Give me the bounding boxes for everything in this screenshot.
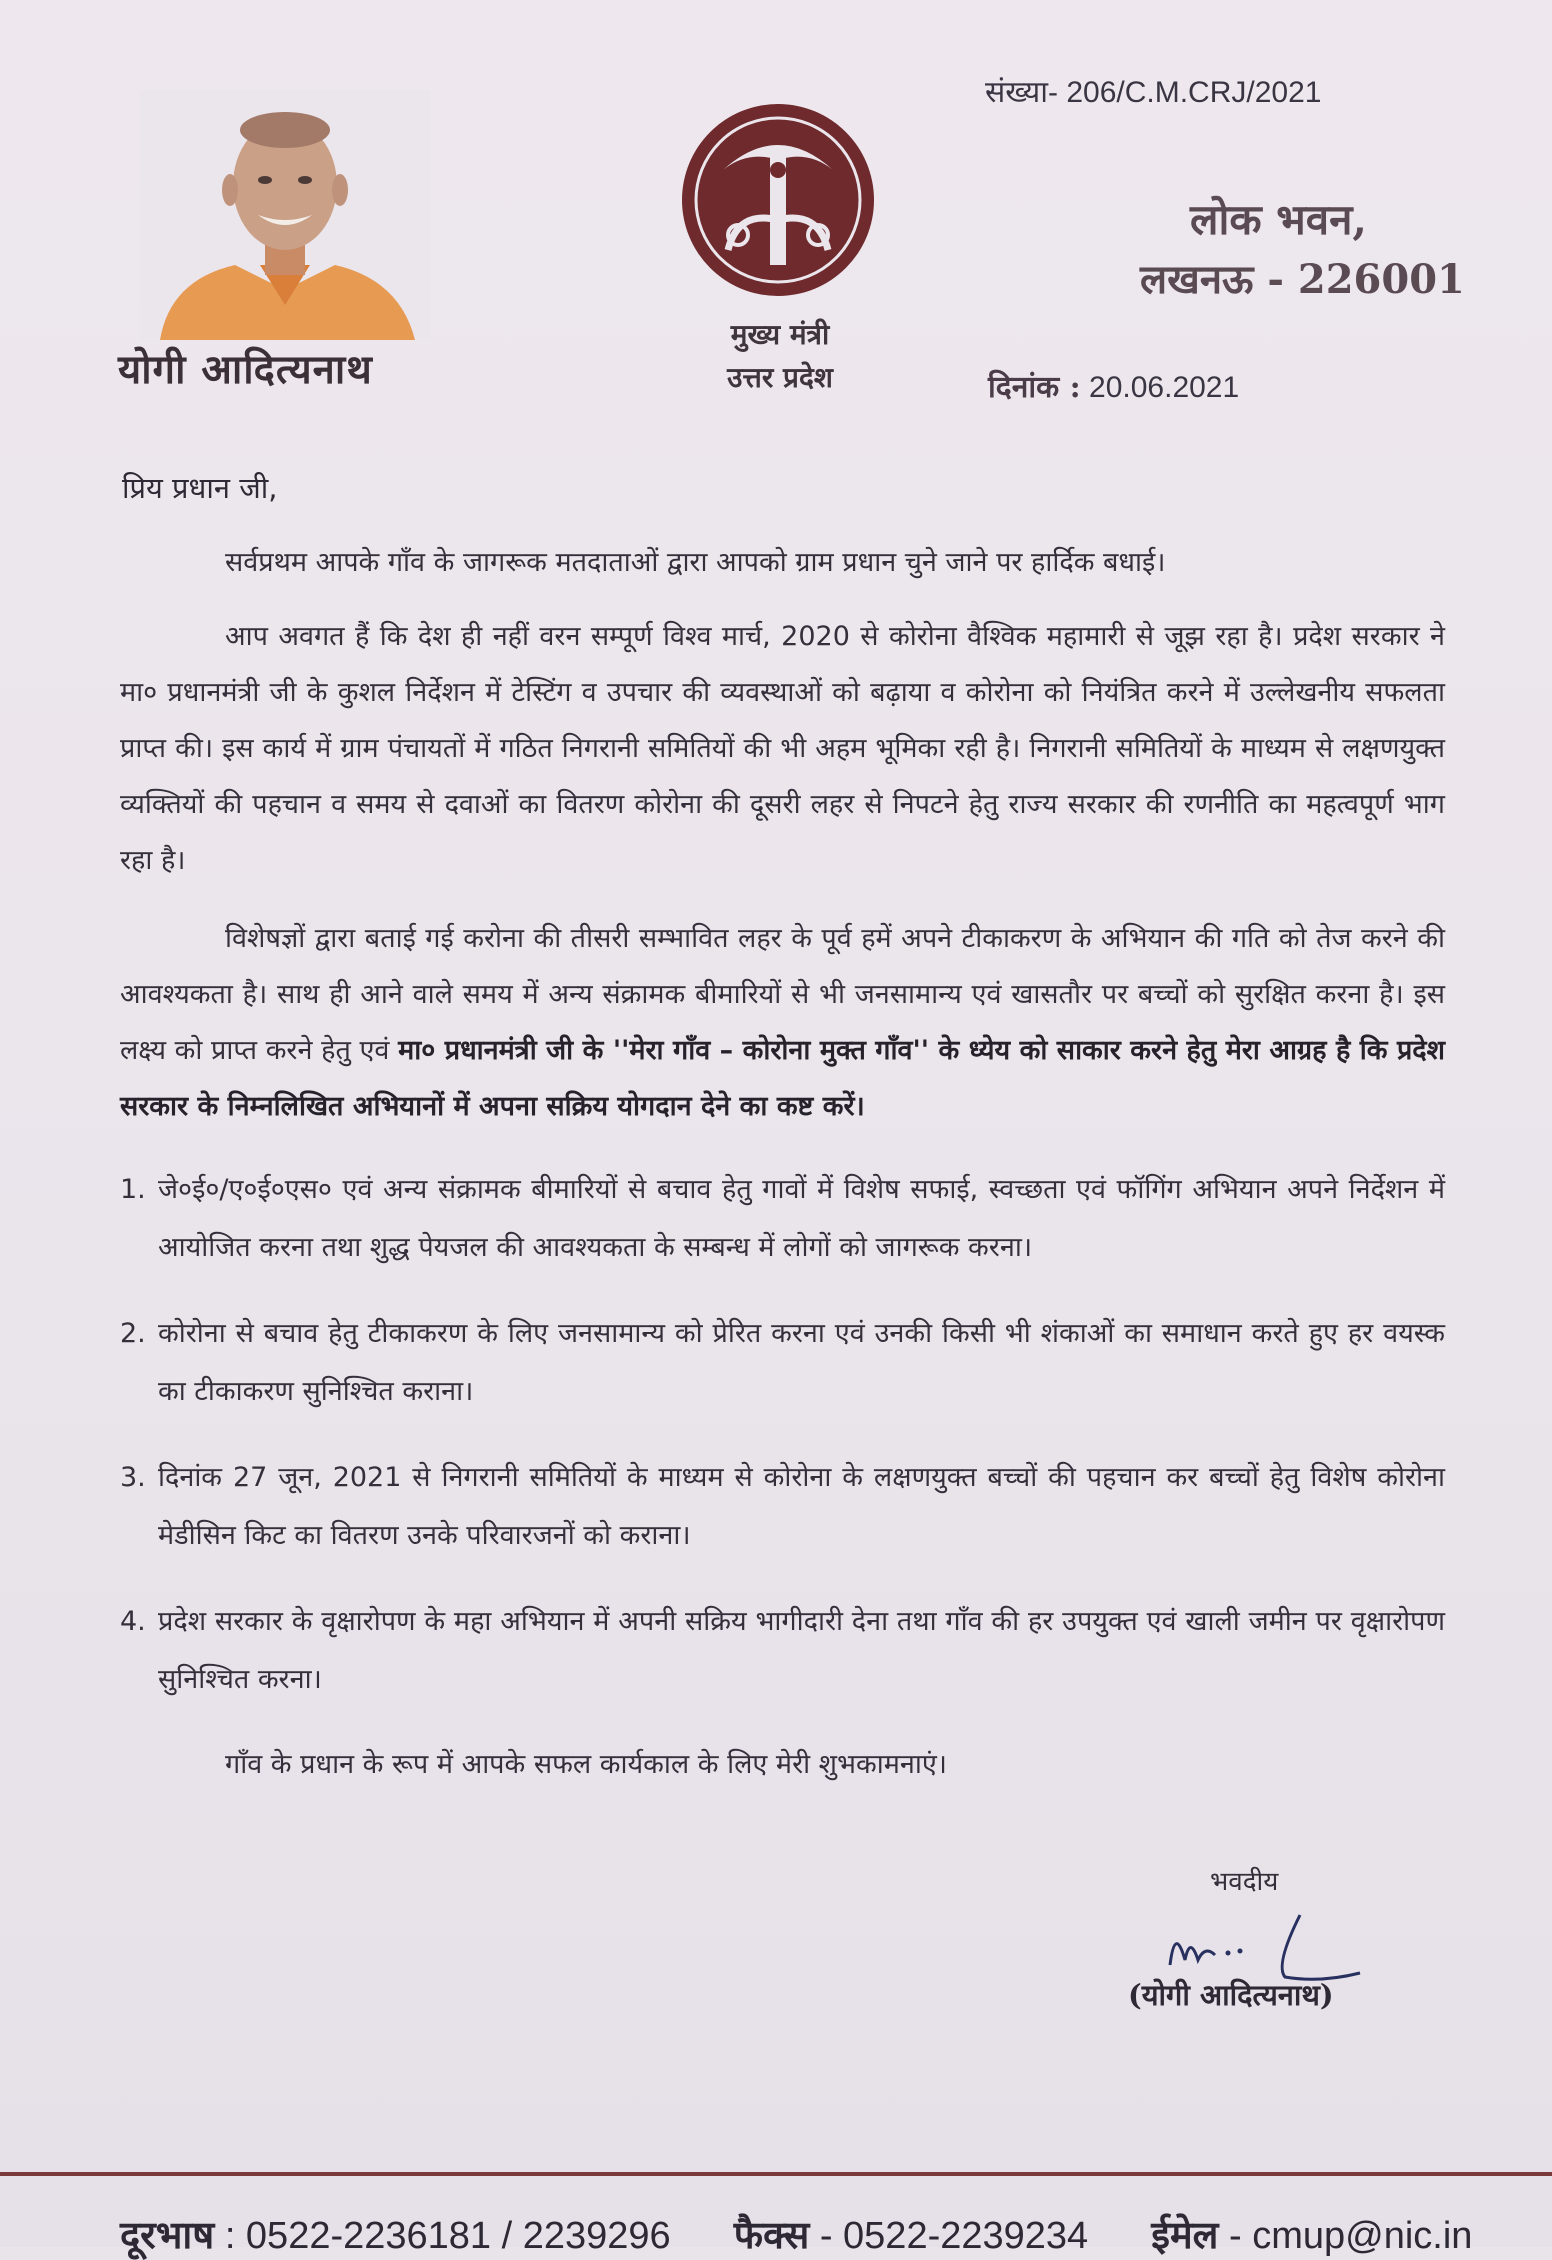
footer-contacts: [120, 2208, 1540, 2260]
list-text: जे०ई०/ए०ई०एस० एवं अन्य संक्रामक बीमारियों से बचाव हेतु गावों में विशेष सफाई, स्वच्छता एवं फॉगिंग अभियान अपने निर्देशन में आयोजित करना तथा शुद्ध पेयजल की आवश्यकता के सम्बन्ध में लोगों को जागरूक करना।: [158, 1174, 1445, 1263]
address-line2: लखनऊ - 226001: [1140, 256, 1465, 303]
date-value: 20.06.2021: [1089, 371, 1240, 404]
list-item: [120, 1449, 1445, 1565]
list-item: [120, 1305, 1445, 1421]
paragraph-context: आप अवगत हैं कि देश ही नहीं वरन सम्पूर्ण विश्व मार्च, 2020 से कोरोना वैश्विक महामारी से जूझ रहा है। प्रदेश सरकार ने मा० प्रधानमंत्री जी के कुशल निर्देशन में टेस्टिंग व उपचार की व्यवस्थाओं को बढ़ाया व कोरोना को नियंत्रित करने में उल्लेखनीय सफलता प्राप्त की। इस कार्य में ग्राम पंचायतों में गठित निगरानी समितियों की भी अहम भूमिका रही है। निगरानी समितियों के माध्यम से लक्षणयुक्त व्यक्तियों की पहचान व समय से दवाओं का वितरण कोरोना की दूसरी लहर से निपटने हेतु राज्य सरकार की रणनीति का महत्वपूर्ण भाग रहा है।: [120, 621, 1445, 876]
salutation: प्रिय प्रधान जी,: [122, 471, 278, 505]
phone-label: दूरभाष: [120, 2212, 215, 2257]
phone-value: : 0522-2236181 / 2239296: [224, 2215, 671, 2257]
up-emblem-logo: [678, 100, 878, 300]
letter-body: [120, 535, 1445, 1815]
regards: भवदीय: [1210, 1867, 1279, 1897]
footer-divider: [0, 2172, 1552, 2176]
email-value: - cmup@nic.in: [1229, 2215, 1473, 2257]
list-number: 3.: [120, 1462, 146, 1493]
list-number: 2.: [120, 1318, 146, 1349]
office-title-line2: उत्तर प्रदेश: [727, 361, 833, 394]
address-line1: लोक भवन,: [1190, 195, 1368, 244]
emblem-icon: [678, 100, 878, 300]
portrait-photo: [140, 90, 430, 340]
request-bold-text: मा० प्रधानमंत्री जी के ''मेरा गाँव – कोरोना मुक्त गाँव'' के ध्येय को साकार करने हेतु मेरा आग्रह है कि प्रदेश सरकार के निम्नलिखित अभियानों में अपना सक्रिय योगदान देने का कष्ट करें।: [120, 1035, 1446, 1122]
list-item: [120, 1593, 1445, 1709]
email-label: ईमेल: [1151, 2212, 1219, 2257]
portrait-image: [140, 90, 430, 340]
date-label: दिनांक :: [988, 370, 1081, 405]
list-text: दिनांक 27 जून, 2021 से निगरानी समितियों के माध्यम से कोरोना के लक्षणयुक्त बच्चों की पहचान कर बच्चों हेतु विशेष कोरोना मेडीसिन किट का वितरण उनके परिवारजनों को कराना।: [158, 1462, 1445, 1551]
letterhead-name: योगी आदित्यनाथ: [118, 346, 373, 393]
closing-wishes: गाँव के प्रधान के रूप में आपके सफल कार्यकाल के लिए मेरी शुभकामनाएं।: [225, 1749, 948, 1780]
paragraph-request: [120, 911, 1445, 1135]
letter-date: [988, 365, 1239, 406]
fax-value: - 0522-2239234: [819, 2215, 1089, 2257]
list-item: [120, 1161, 1445, 1277]
reference-number: संख्या- 206/C.M.CRJ/2021: [985, 76, 1322, 109]
signatory-name: (योगी आदित्यनाथ): [1128, 1978, 1334, 2012]
list-text: प्रदेश सरकार के वृक्षारोपण के महा अभियान में अपनी सक्रिय भागीदारी देना तथा गाँव की हर उपयुक्त एवं खाली जमीन पर वृक्षारोपण सुनिश्चित करना।: [158, 1606, 1445, 1695]
office-title-line1: मुख्य मंत्री: [730, 318, 830, 351]
fax-label: फैक्स: [733, 2212, 810, 2257]
request-text: विशेषज्ञों द्वारा बताई गई करोना की तीसरी सम्भावित लहर के पूर्व हमें अपने टीकाकरण के अभियान की गति को तेज करने की आवश्यकता है। साथ ही आने वाले समय में अन्य संक्रामक बीमारियों से भी जनसामान्य एवं खासतौर पर बच्चों को सुरक्षित करना है। इस लक्ष्य को प्राप्त करने हेतु एवं: [120, 923, 1445, 1066]
list-number: 4.: [120, 1606, 146, 1637]
paragraph-congratulations: सर्वप्रथम आपके गाँव के जागरूक मतदाताओं द्वारा आपको ग्राम प्रधान चुने जाने पर हार्दिक बधाई।: [225, 547, 1166, 578]
campaign-list: [120, 1161, 1445, 1709]
list-number: 1.: [120, 1174, 146, 1205]
list-text: कोरोना से बचाव हेतु टीकाकरण के लिए जनसामान्य को प्रेरित करना एवं उनकी किसी भी शंकाओं का समाधान करते हुए हर वयस्क का टीकाकरण सुनिश्चित कराना।: [158, 1318, 1445, 1407]
